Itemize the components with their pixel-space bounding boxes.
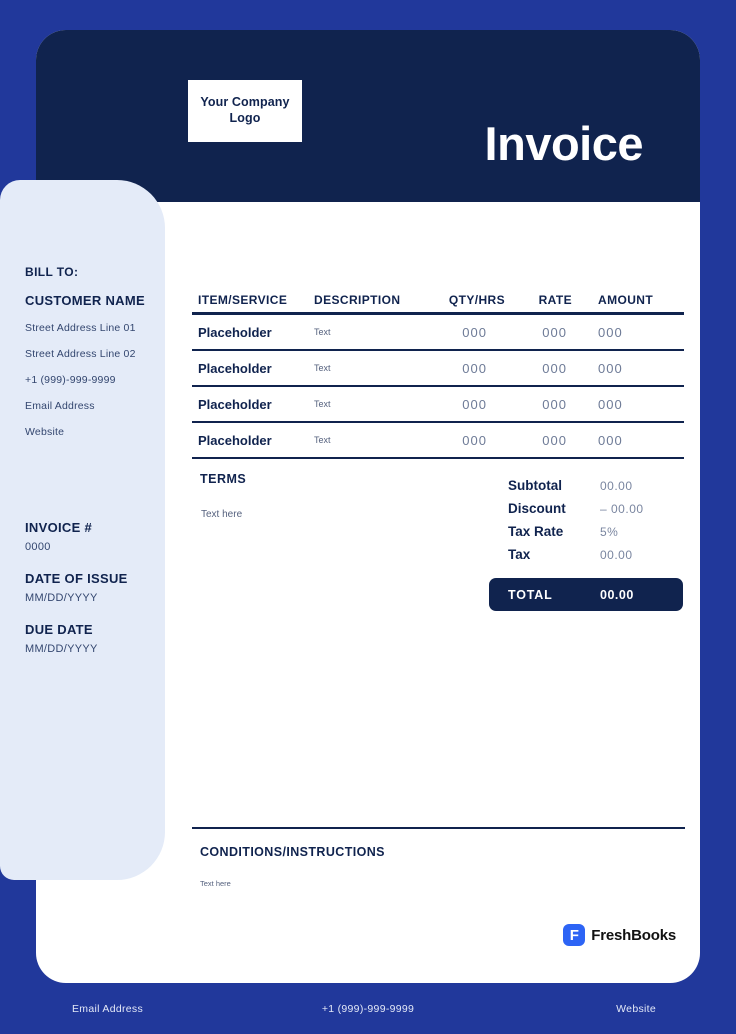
item-cell: Placeholder [198, 360, 272, 376]
date-of-issue-value: MM/DD/YYYY [25, 592, 98, 604]
company-logo-text: Your Company Logo [200, 95, 290, 125]
customer-email: Email Address [25, 400, 95, 412]
description-cell: Text [314, 435, 331, 445]
tax-rate-label: Tax Rate [508, 524, 564, 539]
footer-email: Email Address [72, 1003, 144, 1015]
footer-website: Website [616, 1003, 656, 1015]
total-label: TOTAL [508, 587, 553, 602]
tax-row [508, 547, 684, 570]
customer-phone: +1 (999)-999-9999 [25, 374, 116, 386]
subtotal-label: Subtotal [508, 478, 562, 493]
due-date-label: DUE DATE [25, 622, 93, 637]
item-cell: Placeholder [198, 396, 272, 412]
invoice-title: Invoice [484, 117, 643, 170]
column-header-amount: AMOUNT [598, 293, 654, 307]
rate-cell: 000 [542, 324, 567, 340]
description-cell: Text [314, 327, 331, 337]
customer-address-line-2: Street Address Line 02 [25, 348, 136, 360]
amount-cell: 000 [598, 324, 623, 340]
tax-label: Tax [508, 547, 531, 562]
conditions-text: Text here [200, 879, 231, 888]
column-header-item: ITEM/SERVICE [198, 293, 288, 307]
total-value: 00.00 [600, 587, 634, 602]
conditions-label: CONDITIONS/INSTRUCTIONS [200, 845, 385, 859]
description-cell: Text [314, 399, 331, 409]
qty-cell: 000 [462, 432, 487, 448]
freshbooks-branding [563, 924, 676, 946]
column-header-qty: QTY/HRS [448, 293, 505, 307]
date-of-issue-label: DATE OF ISSUE [25, 571, 128, 586]
customer-address-line-1: Street Address Line 01 [25, 322, 136, 334]
rate-cell: 000 [542, 396, 567, 412]
column-header-description: DESCRIPTION [314, 293, 401, 307]
total-bar [489, 578, 683, 611]
billing-sidebar [0, 180, 165, 880]
freshbooks-wordmark: FreshBooks [591, 926, 676, 944]
discount-label: Discount [508, 501, 566, 516]
invoice-number-label: INVOICE # [25, 520, 92, 535]
tax-value: 00.00 [600, 548, 633, 562]
line-items-table [192, 288, 684, 459]
rate-cell: 000 [542, 432, 567, 448]
company-logo-placeholder [188, 80, 302, 142]
invoice-number-value: 0000 [25, 541, 51, 553]
amount-cell: 000 [598, 396, 623, 412]
freshbooks-logo-icon: F [563, 924, 585, 946]
qty-cell: 000 [462, 360, 487, 376]
bill-to-label: BILL TO: [25, 265, 79, 279]
totals-summary [508, 478, 684, 570]
line-items-header-row [192, 288, 684, 315]
due-date-value: MM/DD/YYYY [25, 643, 98, 655]
invoice-body [192, 288, 684, 619]
invoice-number-block [25, 520, 153, 553]
column-header-rate: RATE [538, 293, 572, 307]
customer-name: CUSTOMER NAME [25, 293, 145, 308]
customer-website: Website [25, 426, 65, 438]
rate-cell: 000 [542, 360, 567, 376]
terms-and-totals-section [192, 459, 684, 619]
invoice-header [36, 30, 700, 202]
subtotal-value: 00.00 [600, 479, 633, 493]
date-of-issue-block [25, 571, 153, 604]
footer-phone: +1 (999)-999-9999 [321, 1003, 415, 1015]
conditions-divider [192, 827, 685, 829]
subtotal-row [508, 478, 684, 501]
due-date-block [25, 622, 153, 655]
page-footer [0, 983, 736, 1034]
terms-text: Text here [201, 509, 243, 520]
amount-cell: 000 [598, 360, 623, 376]
item-cell: Placeholder [198, 324, 272, 340]
qty-cell: 000 [462, 324, 487, 340]
description-cell: Text [314, 363, 331, 373]
tax-rate-value: 5% [600, 525, 619, 539]
discount-value: – 00.00 [600, 502, 644, 516]
discount-row [508, 501, 684, 524]
amount-cell: 000 [598, 432, 623, 448]
table-row [192, 423, 684, 459]
tax-rate-row [508, 524, 684, 547]
qty-cell: 000 [462, 396, 487, 412]
item-cell: Placeholder [198, 432, 272, 448]
invoice-card [25, 30, 700, 983]
table-row [192, 315, 684, 351]
table-row [192, 387, 684, 423]
table-row [192, 351, 684, 387]
terms-label: TERMS [200, 472, 247, 486]
